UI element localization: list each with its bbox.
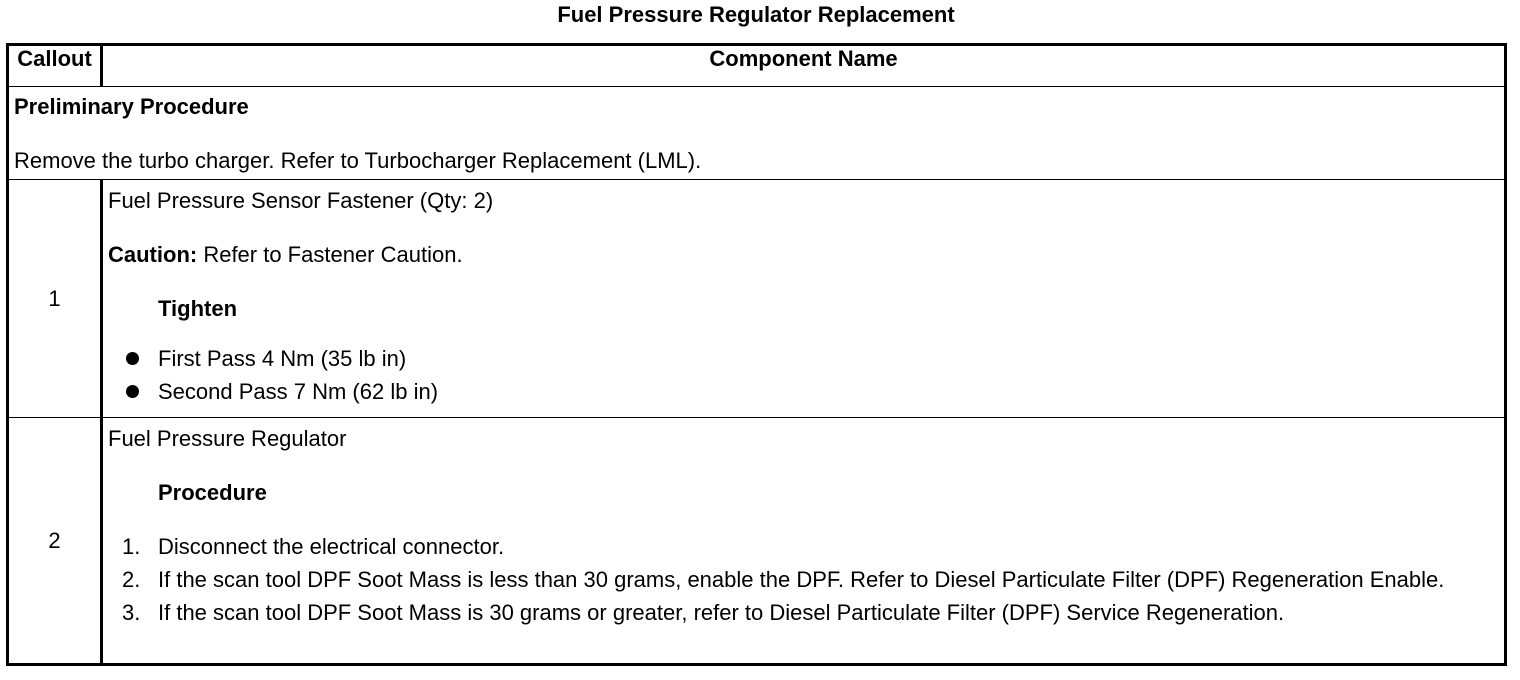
column-header-callout: Callout <box>8 45 102 87</box>
step-text: If the scan tool DPF Soot Mass is 30 grams or greater, refer to Diesel Particulate Filter (DPF) Service Regeneration. <box>158 600 1285 625</box>
step-number: 2. <box>122 567 141 592</box>
step-text: Disconnect the electrical connector. <box>158 534 505 559</box>
table-row <box>8 418 1506 665</box>
component-cell <box>102 180 1506 418</box>
step-number: 3. <box>122 600 141 625</box>
caution-note <box>108 242 1499 268</box>
column-header-component-name: Component Name <box>102 45 1506 87</box>
step-text: If the scan tool DPF Soot Mass is less than 30 grams, enable the DPF. Refer to Diesel Particulate Filter (DPF) Regeneration Enable. <box>158 567 1445 592</box>
preliminary-title: Preliminary Procedure <box>14 94 249 119</box>
caution-text: Refer to Fastener Caution. <box>197 242 463 267</box>
bullet-icon <box>126 352 139 365</box>
component-name: Fuel Pressure Regulator <box>108 426 347 451</box>
table-row <box>8 180 1506 418</box>
procedure-steps <box>108 532 1499 627</box>
list-item <box>108 342 1499 375</box>
page-title: Fuel Pressure Regulator Replacement <box>557 2 955 27</box>
list-item <box>108 532 1499 561</box>
table-header-row <box>8 45 1506 87</box>
preliminary-cell <box>8 87 1506 180</box>
torque-first-pass: First Pass 4 Nm (35 lb in) <box>158 346 407 371</box>
procedure-table <box>6 43 1507 666</box>
caution-label: Caution: <box>108 242 198 267</box>
bullet-icon <box>126 385 139 398</box>
preliminary-text: Remove the turbo charger. Refer to Turbocharger Replacement (LML). <box>14 148 702 173</box>
torque-list <box>108 342 1499 408</box>
callout-number: 2 <box>8 418 102 665</box>
list-item <box>108 375 1499 408</box>
preliminary-row <box>8 87 1506 180</box>
component-name: Fuel Pressure Sensor Fastener (Qty: 2) <box>108 188 494 213</box>
list-item <box>108 565 1499 594</box>
callout-number: 1 <box>8 180 102 418</box>
step-number: 1. <box>122 534 141 559</box>
component-cell <box>102 418 1506 665</box>
tighten-subheading: Tighten <box>158 296 238 321</box>
list-item <box>108 598 1499 627</box>
procedure-subheading: Procedure <box>158 480 267 505</box>
torque-second-pass: Second Pass 7 Nm (62 lb in) <box>158 379 439 404</box>
